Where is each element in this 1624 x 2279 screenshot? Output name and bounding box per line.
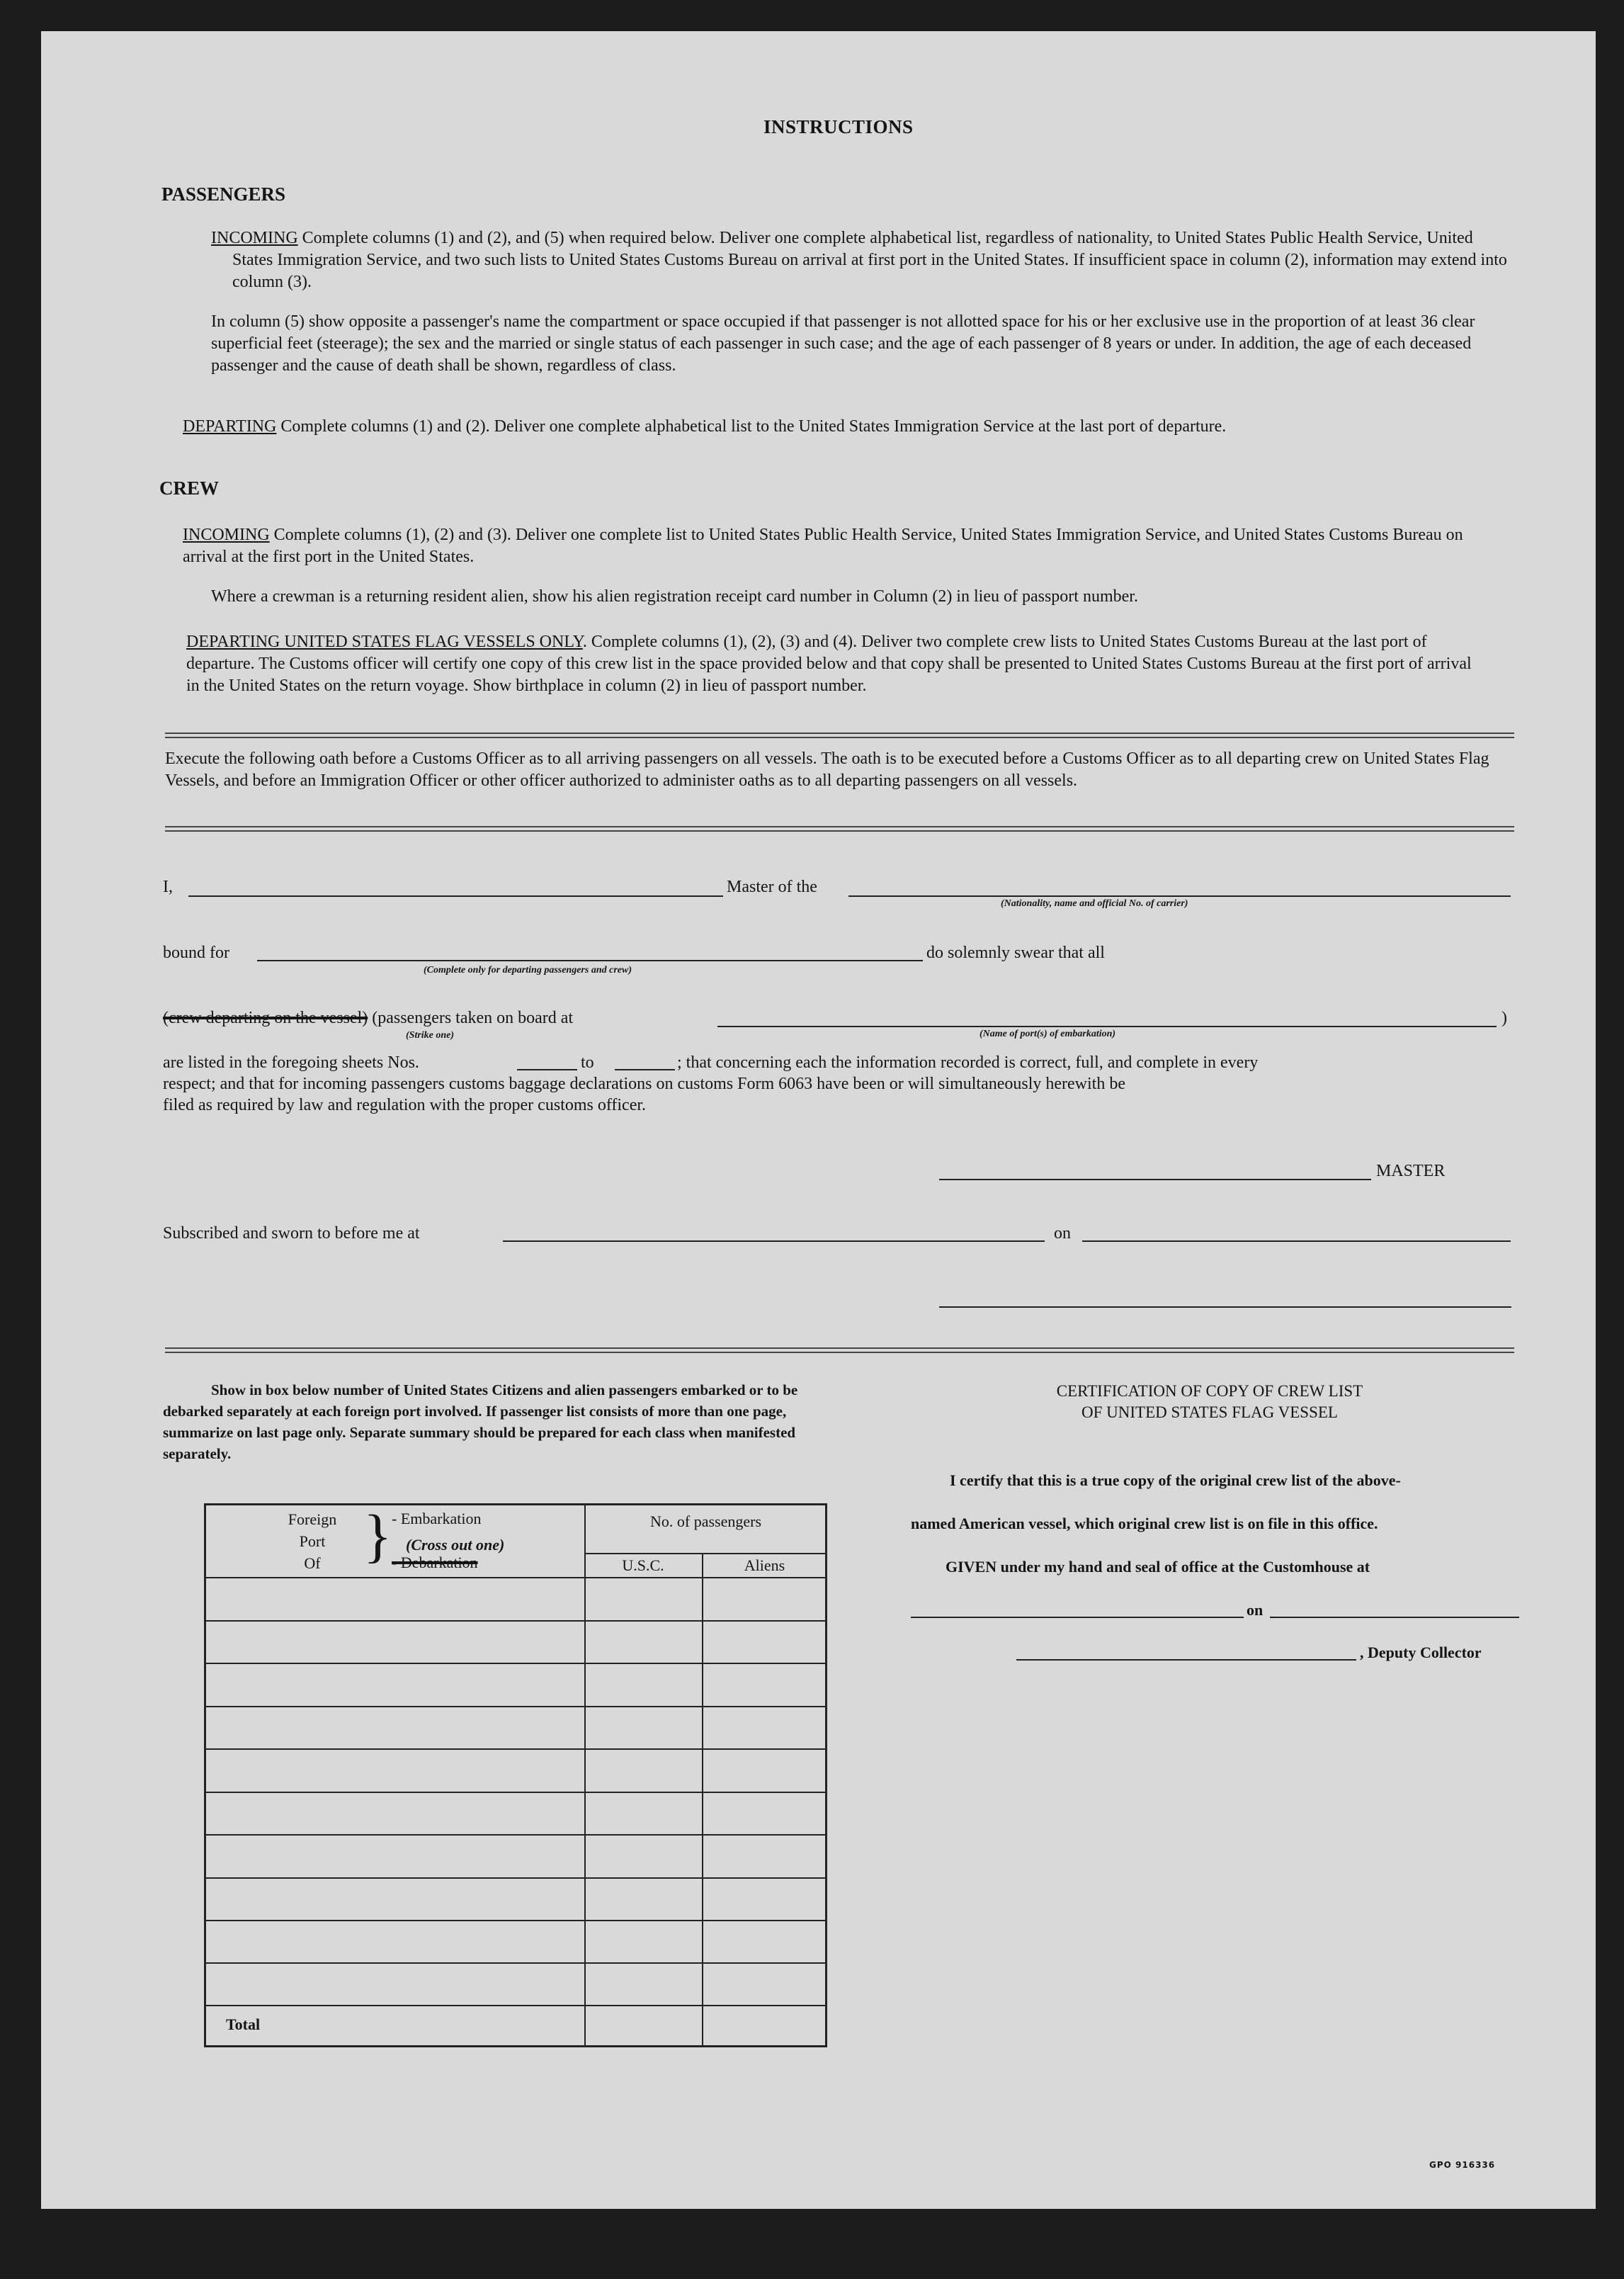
subscribed-label: Subscribed and sworn to before me at [163,1224,420,1243]
foreign-label: Foreign [288,1510,337,1528]
passengers-incoming-text: Complete columns (1) and (2), and (5) when required below. Deliver one complete alphabetical list, regardless of nationality, to United States Public Health Service, United States Immigration Service, and two such lists to United States Customs Bureau on arrival at first port in the United States. If insufficient space in column (2), information may extend into column (3). [232,229,1507,291]
table-row-line [206,1834,825,1836]
certification-line-2: named American vessel, which original crew list is on file in this office. [911,1515,1378,1532]
bound-for-label: bound for [163,944,229,962]
gpo-code: GPO 916336 [1429,2160,1496,2170]
port-label: Port [299,1532,326,1550]
customhouse-field[interactable] [911,1617,1244,1618]
passengers-column5-text: In column (5) show opposite a passenger's name the compartment or space occupied if that passenger is not allotted space for his or her exclusive use in the proportion of at least 36 clear superficial feet (steerage); the sex and the married or single status of each passenger in such case; and the age of each passenger of 8 years or under. In addition, the age of each deceased passenger and the cause of death shall be shown, regardless of class. [211,312,1475,375]
passengers-incoming-label: INCOMING [211,229,298,247]
table-row-line [206,1792,825,1793]
debarkation-option[interactable]: - Debarkation [392,1554,478,1571]
table-row-line [206,1962,825,1964]
foreign-port-of-label [270,1508,355,1574]
divider-3 [165,1347,1514,1353]
crew-incoming-label: INCOMING [183,526,270,544]
embarkation-option[interactable]: - Embarkation [392,1510,482,1527]
master-name-field[interactable] [188,895,723,897]
master-signature-field[interactable] [939,1179,1371,1180]
certification-date-field[interactable] [1270,1617,1519,1618]
bound-for-field[interactable] [257,960,923,961]
passengers-departing-label: DEPARTING [183,417,277,436]
sheet-to-field[interactable] [615,1069,675,1070]
aliens-header: Aliens [744,1556,785,1574]
certification-title-line-2: OF UNITED STATES FLAG VESSEL [1081,1403,1338,1421]
deputy-collector-label: , Deputy Collector [1360,1644,1482,1661]
certification-title-line-1: CERTIFICATION OF COPY OF CREW LIST [1056,1382,1363,1400]
table-col-divider-1 [584,1505,586,2045]
listed-sheets-label: are listed in the foregoing sheets Nos. [163,1053,419,1072]
swear-label: do solemnly swear that all [926,944,1105,962]
passenger-summary-table [204,1503,827,2047]
master-label: MASTER [1376,1162,1446,1180]
total-label: Total [226,2015,261,2033]
certification-line-1: I certify that this is a true copy of the original crew list of the above- [950,1471,1401,1489]
oath-intro: Execute the following oath before a Customs Officer as to all arriving passengers on all vessels. The oath is to be executed before a Customs Officer as to all departing crew on United States Flag Vessels, and before an Immigration Officer or other officer authorized to administer oaths as to all departing passengers on all vessels. [165,750,1489,790]
divider-1 [165,733,1514,738]
crew-departing-option[interactable]: (crew departing on the vessel) [163,1009,368,1027]
table-row-line [206,1748,825,1750]
sworn-date-field[interactable] [1082,1240,1511,1242]
table-subheader-line [584,1553,825,1554]
crew-incoming-text: Complete columns (1), (2) and (3). Deliver one complete list to United States Public Health Service, United States Immigration Service, and United States Customs Bureau on arrival at the first port in the United States. [183,526,1463,566]
carrier-note: (Nationality, name and official No. of carrier) [1001,898,1188,909]
passengers-departing-paragraph [183,416,1486,438]
close-paren: ) [1501,1009,1507,1027]
master-of-label: Master of the [727,878,817,896]
certification-on-label: on [1247,1601,1264,1619]
page-title: INSTRUCTIONS [763,116,914,137]
summary-instructions: Show in box below number of United States Citizens and alien passengers embarked or to be debarked separately at each foreign port involved. If passenger list consists of more than one page, summarize on last page only. Separate summary should be prepared for each class when manifested separately. [163,1381,798,1462]
table-row-line [206,1620,825,1622]
usc-header: U.S.C. [622,1556,664,1574]
table-col-divider-2 [702,1553,703,2045]
carrier-field[interactable] [848,895,1511,897]
strike-line [163,1009,573,1028]
listed-text-2: ; that concerning each the information recorded is correct, full, and complete in every [677,1053,1259,1072]
of-label: Of [304,1554,321,1572]
certification-title [926,1381,1493,1423]
port-note: (Name of port(s) of embarkation) [979,1029,1116,1039]
cross-out-note: (Cross out one) [406,1536,505,1554]
crew-heading: CREW [159,477,220,499]
bound-for-note: (Complete only for departing passengers and crew) [424,965,632,975]
crew-incoming-paragraph [183,524,1486,568]
brace-symbol: } [363,1503,392,1569]
divider-2 [165,826,1514,832]
certification-line-3: GIVEN under my hand and seal of office at the Customhouse at [946,1558,1370,1576]
sworn-place-field[interactable] [503,1240,1045,1242]
table-row-line [206,1920,825,1921]
listed-text-3: respect; and that for incoming passengers customs baggage declarations on customs Form 6063 have been or will simultaneously herewith be [163,1075,1125,1093]
passengers-incoming-paragraph [211,227,1507,293]
strike-one-note: (Strike one) [406,1030,455,1041]
crew-departing-text: . Complete columns (1), (2), (3) and (4). Deliver two complete crew lists to United States Customs Bureau at the last port of departure. The Customs officer will certify one copy of this crew list in the space provided below and that copy shall be presented to United States Customs Bureau at the first port of arrival in the United States on the return voyage. Show birthplace in column (2) in lieu of passport number. [186,633,1472,695]
table-row-line [206,1706,825,1707]
passengers-departing-text: Complete columns (1) and (2). Deliver one complete alphabetical list to the United States Immigration Service at the last port of departure. [280,417,1227,436]
sworn-on-label: on [1054,1224,1071,1243]
listed-text-4: filed as required by law and regulation with the proper customs officer. [163,1096,647,1114]
crew-resident-text: Where a crewman is a returning resident alien, show his alien registration receipt card number in Column (2) in lieu of passport number. [211,587,1138,606]
crew-departing-label: DEPARTING UNITED STATES FLAG VESSELS ONLY [186,633,583,651]
officer-signature-field[interactable] [939,1306,1511,1308]
embarkation-port-field[interactable] [717,1026,1497,1027]
passengers-heading: PASSENGERS [161,183,286,205]
deputy-signature-field[interactable] [1016,1659,1356,1661]
table-header-bottom [206,1577,825,1578]
oath-i-label: I, [163,878,173,896]
form-page [41,31,1596,2209]
no-of-passengers-header: No. of passengers [649,1512,762,1530]
passengers-taken-option[interactable]: (passengers taken on board at [372,1009,574,1027]
sheet-from-field[interactable] [517,1069,577,1070]
listed-to-label: to [581,1053,594,1072]
table-row-line [206,1877,825,1879]
table-row-line [206,2005,825,2006]
table-row-line [206,1663,825,1664]
crew-departing-paragraph [186,631,1482,697]
